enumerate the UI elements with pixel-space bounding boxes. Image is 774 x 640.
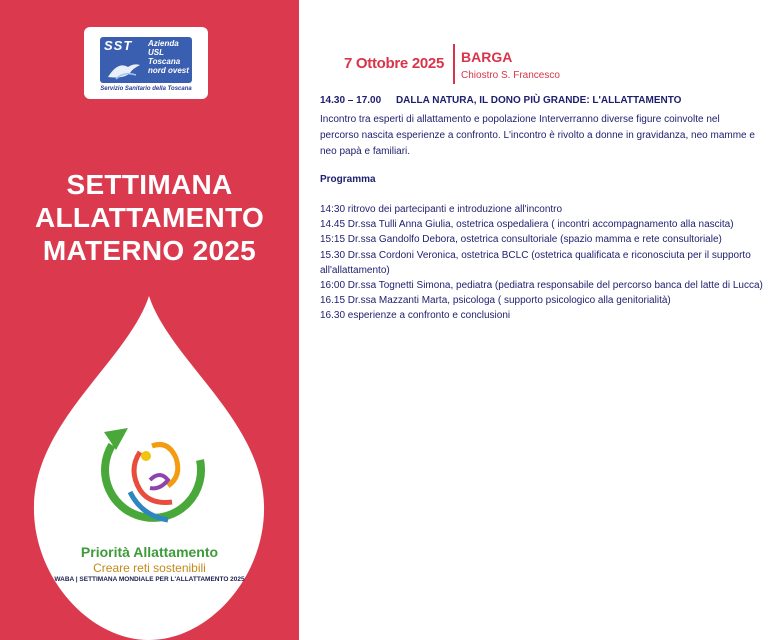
program-item: 16:00 Dr.ssa Tognetti Simona, pediatra (pediatra responsabile del percorso banca del latte di Lucca) bbox=[320, 280, 763, 292]
logo-org-line: Toscana bbox=[148, 57, 181, 66]
event-title-line: MATERNO 2025 bbox=[42, 235, 257, 266]
waba-caption: WABA | SETTIMANA MONDIALE PER L'ALLATTAMENTO 2025 bbox=[54, 576, 245, 583]
session-header bbox=[320, 95, 681, 106]
event-title-line: ALLATTAMENTO bbox=[34, 202, 265, 233]
program-item: 15.30 Dr.ssa Cordoni Veronica, ostetrica BCLC (ostetrica qualificata e riconosciuta per il supporto all'allattamento) bbox=[320, 249, 751, 276]
program-item: 14.45 Dr.ssa Tulli Anna Giulia, ostetrica ospedaliera ( incontri accompagnamento alla nascita) bbox=[320, 219, 734, 231]
left-panel bbox=[0, 0, 299, 640]
logo-caption: Servizio Sanitario della Toscana bbox=[100, 86, 192, 92]
venue-name: BARGA bbox=[461, 49, 513, 65]
venue-location: Chiostro S. Francesco bbox=[461, 70, 560, 81]
session-time: 14.30 – 17.00 bbox=[320, 95, 382, 106]
program-item: 15:15 Dr.ssa Gandolfo Debora, ostetrica consultoriale (spazio mamma e rete consultoriale) bbox=[320, 234, 722, 246]
session-title: DALLA NATURA, IL DONO PIÙ GRANDE: L'ALLATTAMENTO bbox=[395, 95, 682, 106]
program-list bbox=[320, 202, 765, 324]
waba-title: Priorità Allattamento bbox=[80, 544, 219, 560]
waba-subtitle: Creare reti sostenibili bbox=[93, 561, 206, 575]
program-item: 16.30 esperienze a confronto e conclusioni bbox=[320, 310, 511, 322]
logo-org-line: USL bbox=[148, 48, 164, 57]
program-item: 14:30 ritrovo dei partecipanti e introduzione all'incontro bbox=[320, 204, 563, 215]
program-item: 16.15 Dr.ssa Mazzanti Marta, psicologa ( supporto psicologico alla genitorialità) bbox=[320, 295, 671, 307]
intro-paragraph: Incontro tra esperti di allattamento e popolazione Interverranno diverse figure coinvolte nel percorso nascita esperienze a confronto. L'incontro è rivolto a donne in gravidanza, neo mamme e neo papà e familiari. bbox=[320, 114, 755, 157]
date-divider bbox=[453, 44, 455, 84]
logo-abbrev: SST bbox=[104, 38, 133, 53]
logo-org-line: Azienda bbox=[148, 39, 179, 48]
event-title-line: SETTIMANA bbox=[66, 169, 233, 200]
program-heading: Programma bbox=[320, 174, 376, 185]
logo-org-line: nord ovest bbox=[148, 66, 189, 75]
event-date: 7 Ottobre 2025 bbox=[344, 55, 445, 72]
